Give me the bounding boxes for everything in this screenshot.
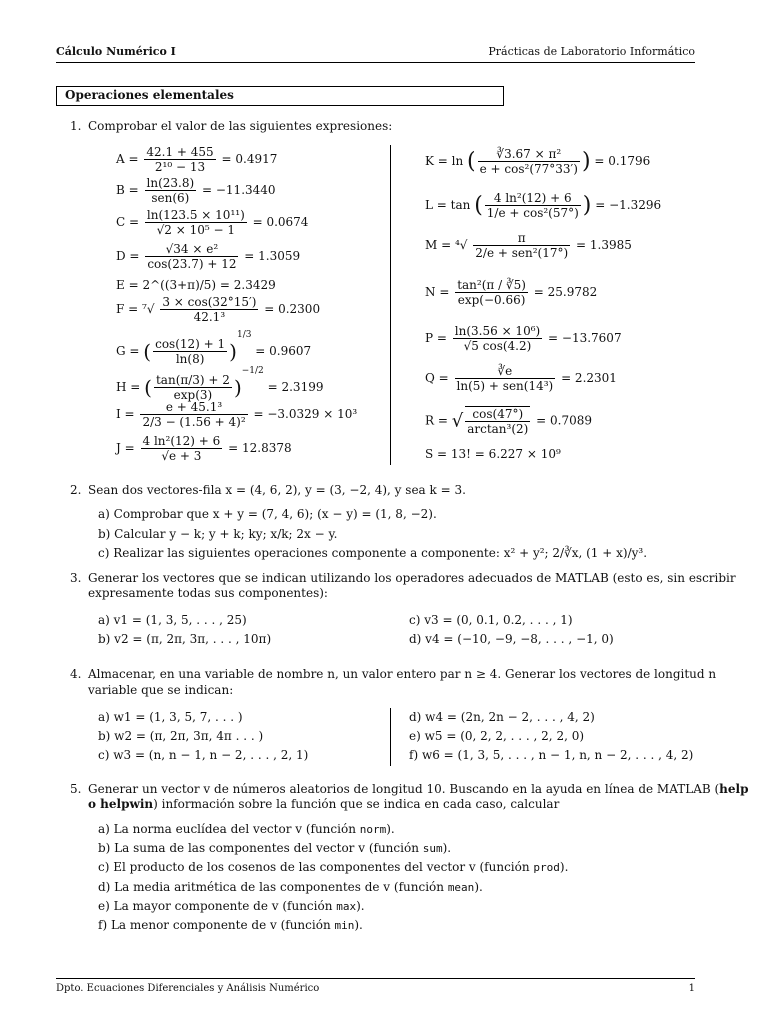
q4-line2: variable que se indican:: [88, 683, 234, 697]
q5-number: 5.: [70, 782, 82, 796]
q3-item-b: b) v2 = (π, 2π, 3π, . . . , 10π): [98, 632, 272, 646]
expr-D: D = $\frac{\text{√34 × e²}}{\cos(23.7) + 12}$ = 1.3059: [116, 242, 301, 271]
expr-R: R = √ $\frac{\cos(47^\circ)}{\text{arctan³(2)}}$ = 0.7089: [425, 407, 593, 436]
expr-M: M = ⁴√ $\frac{\pi}{\text{2/e + sen²(17°)}}$ = 1.3985: [425, 231, 632, 260]
q5-item-e: e) La mayor componente de v (función max).: [98, 899, 365, 913]
q5-item-f: f) La menor componente de v (función min).: [98, 918, 363, 932]
expr-A: A = $\frac{42.1 + 455}{\text{2¹⁰ − 13}}$ = 0.4917: [116, 145, 278, 174]
q5-item-b: b) La suma de las componentes del vector v (función sum).: [98, 841, 452, 855]
expr-B: B = $\frac{\ln(23.8)}{\text{sen(6)}}$ = −11.3440: [116, 176, 276, 205]
q5-item-c: c) El producto de los cosenos de las componentes del vector v (función prod).: [98, 860, 569, 874]
q5-line1: Generar un vector v de números aleatorios de longitud 10. Buscando en la ayuda en línea de MATLAB (help: [88, 782, 749, 796]
expr-Q: Q = $\frac{∛e}{\text{ln(5) + sen(14³)}}$ = 2.2301: [425, 364, 617, 393]
section-title: Operaciones elementales: [65, 88, 234, 102]
q4-item-e: e) w5 = (0, 2, 2, . . . , 2, 2, 0): [409, 729, 585, 743]
q2-item-a: a) Comprobar que x + y = (7, 4, 6); (x − y) = (1, 8, −2).: [98, 507, 437, 521]
q4-number: 4.: [70, 667, 82, 681]
expr-L: L = tan ( $\frac{\text{4 ln²(12) + 6}}{\text{1/e + cos²(57°)}}$ ) = −1.3296: [425, 191, 662, 220]
q5-item-d: d) La media aritmética de las componentes de v (función mean).: [98, 880, 483, 894]
footer-department: Dpto. Ecuaciones Diferenciales y Análisis Numérico: [56, 983, 320, 994]
header-practicas: Prácticas de Laboratorio Informático: [488, 45, 695, 58]
q3-number: 3.: [70, 571, 82, 585]
q3-item-a: a) v1 = (1, 3, 5, . . . , 25): [98, 613, 247, 627]
expr-E: E = 2^((3+π)/5) = 2.3429: [116, 278, 276, 292]
expr-G: G = ( $\frac{\cos(12) + 1}{\ln(8)}$ )$^{1/3}$ = 0.9607: [116, 330, 312, 366]
column-divider: [390, 145, 391, 465]
expr-H: H = ( $\frac{\tan(\pi/3) + 2}{\exp(3)}$ )$^{-1/2}$ = 2.3199: [116, 366, 324, 402]
q1-text: Comprobar el valor de las siguientes expresiones:: [88, 119, 393, 133]
q5-line2: o helpwin) información sobre la función que se indica en cada caso, calcular: [88, 797, 560, 811]
q5-item-a: a) La norma euclídea del vector v (función norm).: [98, 822, 395, 836]
q4-item-a: a) w1 = (1, 3, 5, 7, . . . ): [98, 710, 243, 724]
header-course: Cálculo Numérico I: [56, 45, 176, 58]
q4-item-d: d) w4 = (2n, 2n − 2, . . . , 4, 2): [409, 710, 595, 724]
page-number: 1: [688, 983, 695, 994]
expr-J: J = $\frac{\text{4 ln²(12) + 6}}{√e + 3}$ = 12.8378: [116, 434, 292, 463]
expr-N: N = $\frac{\text{tan²(π / ∛5)}}{\exp(-0.66)}$ = 25.9782: [425, 278, 598, 307]
expr-F: F = ⁷√ $\frac{3 \times \cos(32^\circ 15')}{\text{42.1³}}$ = 0.2300: [116, 295, 321, 324]
footer-rule: [56, 978, 695, 979]
q3-line1: Generar los vectores que se indican utilizando los operadores adecuados de MATLAB (esto es, sin escribir: [88, 571, 736, 585]
q4-line1: Almacenar, en una variable de nombre n, un valor entero par n ≥ 4. Generar los vectores de longitud n: [88, 667, 717, 681]
q2-text: Sean dos vectores-fila x = (4, 6, 2), y = (3, −2, 4), y sea k = 3.: [88, 483, 466, 497]
q4-item-f: f) w6 = (1, 3, 5, . . . , n − 1, n, n − 2, . . . , 4, 2): [409, 748, 694, 762]
q4-item-b: b) w2 = (π, 2π, 3π, 4π . . . ): [98, 729, 264, 743]
header-rule: [56, 62, 695, 63]
expr-S: S = 13! = 6.227 × 10⁹: [425, 447, 561, 461]
expr-P: P = $\frac{\text{ln(3.56 × 10⁶)}}{√5 \cos(4.2)}$ = −13.7607: [425, 324, 622, 353]
q3-item-c: c) v3 = (0, 0.1, 0.2, . . . , 1): [409, 613, 573, 627]
q4-item-c: c) w3 = (n, n − 1, n − 2, . . . , 2, 1): [98, 748, 309, 762]
q2-item-b: b) Calcular y − k; y + k; ky; x/k; 2x − y.: [98, 527, 338, 541]
expr-I: I = $\frac{\text{e + 45.1³}}{\text{2/3 − (1.56 + 4)²}}$ = −3.0329 × 10³: [116, 400, 358, 429]
expr-C: C = $\frac{\text{ln(123.5 × 10¹¹)}}{\text{√2 × 10⁵ − 1}}$ = 0.0674: [116, 208, 309, 237]
q1-number: 1.: [70, 119, 82, 133]
q4-divider: [390, 708, 391, 766]
expr-K: K = ln ( $\frac{\text{∛3.67 × π²}}{\text{e + cos²(77°33′)}}$ ) = 0.1796: [425, 147, 651, 176]
q2-item-c: c) Realizar las siguientes operaciones componente a componente: x² + y²; 2/∛x, (1 + x)/y³.: [98, 546, 648, 560]
q3-line2: expresamente todas sus componentes):: [88, 586, 328, 600]
q3-item-d: d) v4 = (−10, −9, −8, . . . , −1, 0): [409, 632, 614, 646]
q2-number: 2.: [70, 483, 82, 497]
section-box: [56, 86, 504, 106]
